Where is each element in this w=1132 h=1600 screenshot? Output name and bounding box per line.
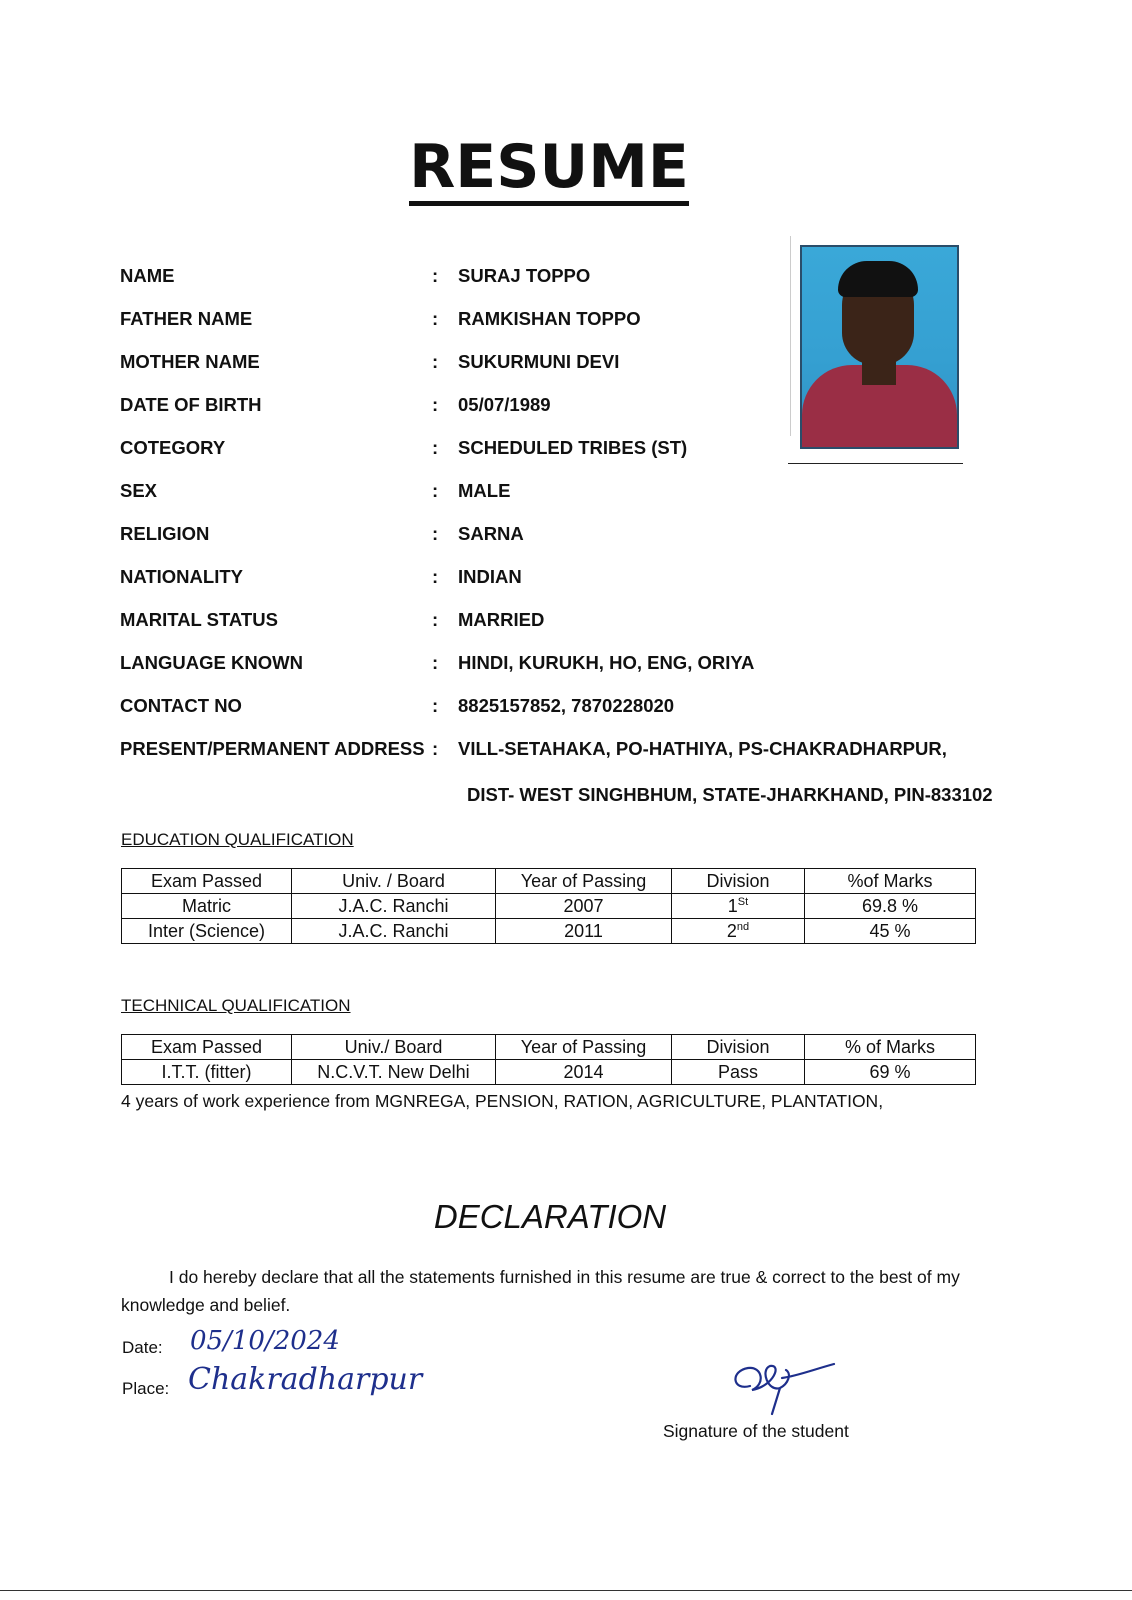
address-continued: DIST- WEST SINGHBHUM, STATE-JHARKHAND, PIN-833102 bbox=[467, 784, 993, 805]
work-experience: 4 years of work experience from MGNREGA, PENSION, RATION, AGRICULTURE, PLANTATION, bbox=[121, 1091, 884, 1111]
photo-border-line bbox=[790, 236, 791, 436]
table-header-row bbox=[122, 1035, 976, 1060]
declaration-text-block bbox=[121, 1263, 981, 1319]
signature-label: Signature of the student bbox=[663, 1421, 849, 1441]
photo-underline bbox=[788, 463, 963, 464]
page-bottom-rule bbox=[0, 1590, 1132, 1591]
division-number: 2 bbox=[726, 920, 737, 941]
table-cell: 2011 bbox=[496, 919, 672, 944]
field-address bbox=[120, 738, 1000, 768]
table-cell: 45 % bbox=[805, 919, 976, 944]
column-header: Univ./ Board bbox=[292, 1035, 496, 1060]
field-label: CONTACT NO bbox=[120, 695, 242, 716]
table-cell: 69 % bbox=[805, 1060, 976, 1085]
field-label: MARITAL STATUS bbox=[120, 609, 278, 630]
field-value: SARNA bbox=[458, 523, 524, 544]
field-value: HINDI, KURUKH, HO, ENG, ORIYA bbox=[458, 652, 755, 673]
table-cell: 2007 bbox=[496, 894, 672, 919]
date-value: 05/10/2024 bbox=[190, 1326, 340, 1356]
table-row bbox=[122, 1060, 976, 1085]
field-label: RELIGION bbox=[120, 523, 210, 544]
field-language-known bbox=[120, 652, 1000, 682]
field-value: SURAJ TOPPO bbox=[458, 265, 591, 286]
field-label: NATIONALITY bbox=[120, 566, 243, 587]
signature-mark bbox=[722, 1346, 842, 1416]
column-header: Division bbox=[672, 1035, 805, 1060]
column-header: Year of Passing bbox=[496, 1035, 672, 1060]
field-colon: : bbox=[432, 738, 439, 759]
column-header: % of Marks bbox=[805, 1035, 976, 1060]
column-header: Division bbox=[672, 869, 805, 894]
division-suffix: St bbox=[737, 895, 749, 908]
table-cell-division bbox=[672, 919, 805, 944]
date-label: Date: bbox=[122, 1338, 163, 1357]
field-value: VILL-SETAHAKA, PO-HATHIYA, PS-CHAKRADHARPUR, bbox=[458, 738, 947, 759]
field-colon: : bbox=[432, 351, 439, 372]
declaration-title: DECLARATION bbox=[433, 1198, 667, 1235]
field-religion bbox=[120, 523, 1000, 553]
column-header: Exam Passed bbox=[122, 869, 292, 894]
table-row bbox=[122, 919, 976, 944]
field-label: SEX bbox=[120, 480, 158, 501]
field-label: LANGUAGE KNOWN bbox=[120, 652, 303, 673]
column-header: Exam Passed bbox=[122, 1035, 292, 1060]
field-marital-status bbox=[120, 609, 1000, 639]
field-nationality bbox=[120, 566, 1000, 596]
field-colon: : bbox=[432, 652, 439, 673]
resume-title: RESUME bbox=[409, 133, 689, 206]
field-colon: : bbox=[432, 437, 439, 458]
table-cell: J.A.C. Ranchi bbox=[292, 894, 496, 919]
declaration-text: I do hereby declare that all the statements furnished in this resume are true & correct to the best of my knowledge and belief. bbox=[121, 1267, 960, 1315]
field-value: 05/07/1989 bbox=[458, 394, 551, 415]
table-cell: 69.8 % bbox=[805, 894, 976, 919]
field-label: FATHER NAME bbox=[120, 308, 253, 329]
field-colon: : bbox=[432, 566, 439, 587]
field-colon: : bbox=[432, 609, 439, 630]
place-value: Chakradharpur bbox=[188, 1362, 423, 1397]
place-label: Place: bbox=[122, 1379, 170, 1398]
field-value: 8825157852, 7870228020 bbox=[458, 695, 675, 716]
field-colon: : bbox=[432, 308, 439, 329]
technical-table bbox=[121, 1034, 976, 1085]
table-cell: J.A.C. Ranchi bbox=[292, 919, 496, 944]
table-cell: N.C.V.T. New Delhi bbox=[292, 1060, 496, 1085]
field-value: MARRIED bbox=[458, 609, 545, 630]
field-contact-no bbox=[120, 695, 1000, 725]
column-header: Univ. / Board bbox=[292, 869, 496, 894]
photo-hair bbox=[838, 261, 918, 297]
page-title bbox=[0, 132, 1098, 206]
field-value: SUKURMUNI DEVI bbox=[458, 351, 620, 372]
field-colon: : bbox=[432, 695, 439, 716]
field-value: RAMKISHAN TOPPO bbox=[458, 308, 641, 329]
field-sex bbox=[120, 480, 1000, 510]
table-cell-division bbox=[672, 894, 805, 919]
table-cell: 2014 bbox=[496, 1060, 672, 1085]
field-colon: : bbox=[432, 265, 439, 286]
field-colon: : bbox=[432, 480, 439, 501]
technical-section-title: TECHNICAL QUALIFICATION bbox=[121, 996, 351, 1015]
field-value: MALE bbox=[458, 480, 511, 501]
column-header: %of Marks bbox=[805, 869, 976, 894]
field-label: COTEGORY bbox=[120, 437, 226, 458]
division-number: 1 bbox=[727, 895, 738, 916]
field-label: NAME bbox=[120, 265, 175, 286]
field-value: INDIAN bbox=[458, 566, 522, 587]
table-cell: Pass bbox=[672, 1060, 805, 1085]
column-header: Year of Passing bbox=[496, 869, 672, 894]
field-colon: : bbox=[432, 523, 439, 544]
education-table bbox=[121, 868, 976, 944]
field-label: DATE OF BIRTH bbox=[120, 394, 262, 415]
table-row bbox=[122, 894, 976, 919]
table-cell: Inter (Science) bbox=[122, 919, 292, 944]
table-cell: Matric bbox=[122, 894, 292, 919]
field-colon: : bbox=[432, 394, 439, 415]
field-value: SCHEDULED TRIBES (ST) bbox=[458, 437, 688, 458]
education-section-title: EDUCATION QUALIFICATION bbox=[121, 830, 354, 849]
profile-photo bbox=[800, 245, 959, 449]
table-cell: I.T.T. (fitter) bbox=[122, 1060, 292, 1085]
field-label: PRESENT/PERMANENT ADDRESS bbox=[120, 738, 425, 759]
field-label: MOTHER NAME bbox=[120, 351, 260, 372]
table-header-row bbox=[122, 869, 976, 894]
division-suffix: nd bbox=[736, 920, 750, 933]
